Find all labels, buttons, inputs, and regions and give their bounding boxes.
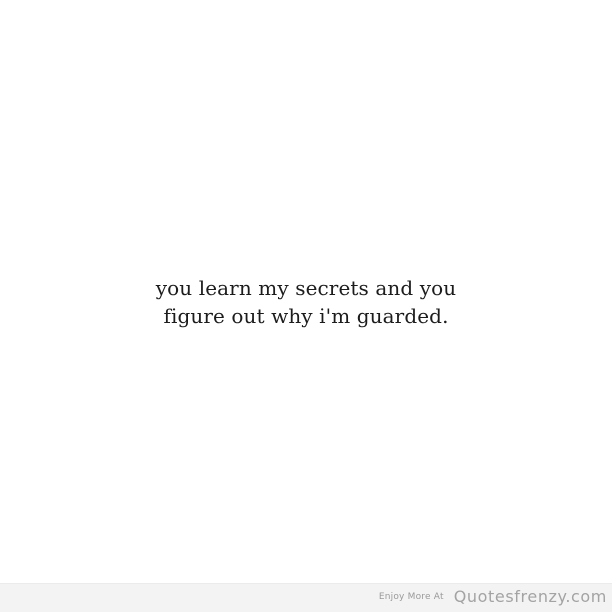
watermark-prefix: Enjoy More At [378, 591, 444, 602]
watermark-footer [0, 583, 612, 612]
watermark-brand: Quotesfrenzy.com [453, 587, 607, 606]
quote-line-1: you learn my secrets and you [155, 276, 457, 300]
watermark [379, 587, 607, 606]
quote-line-2: figure out why i'm guarded. [163, 304, 449, 328]
quote-text [0, 274, 612, 330]
